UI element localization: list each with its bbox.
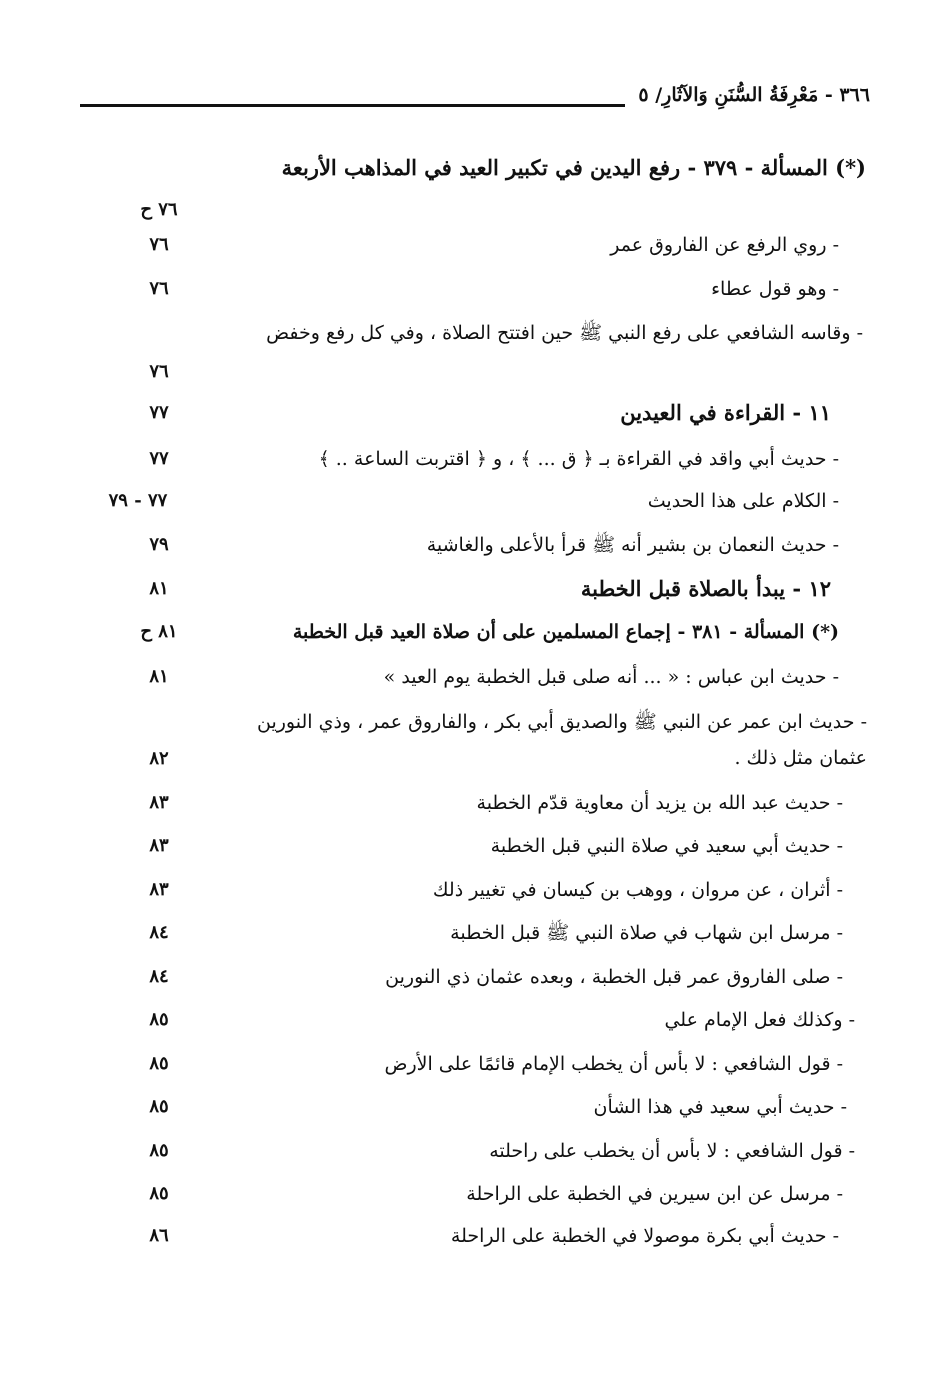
entry-page: ٧٧ (149, 448, 169, 469)
entry-text: - حديث عبد الله بن يزيد أن معاوية قدّم الخطبة (476, 792, 843, 814)
entry-text: - حديث أبي بكرة موصولا في الخطبة على الراحلة (450, 1225, 839, 1247)
entry-text: - مرسل عن ابن سيرين في الخطبة على الراحلة (466, 1183, 843, 1205)
entry-page: ٨١ (149, 666, 169, 687)
entry-page: ٨٣ (149, 792, 169, 813)
entry-page: ٨٤ (149, 966, 169, 987)
entry-text: - حديث ابن عمر عن النبي ﷺ والصديق أبي بكر ، والفاروق عمر ، وذي النورين عثمان مثل ذلك . (257, 711, 867, 769)
entry-text: - حديث أبي واقد في القراءة بـ ﴿ ق ... ﴾ ، و ﴿ اقتربت الساعة .. ﴾ (318, 448, 839, 470)
entry-page: ٧٦ (149, 278, 169, 299)
entry-text: (*) المسألة - ٣٧٩ - رفع اليدين في تكبير العيد في المذاهب الأربعة (281, 155, 866, 180)
running-title: ٣٦٦ - مَعْرِفَةُ السُّنَنِ وَالآثَارِ/ ٥ (638, 84, 870, 106)
entry-page: ٨٤ (149, 922, 169, 943)
entry-text: - روي الرفع عن الفاروق عمر (610, 234, 839, 256)
entry-page: ٨٥ (149, 1183, 169, 1204)
page-header (80, 84, 870, 124)
entry-page: ٧٦ (149, 361, 169, 382)
entry-page: ٧٧ - ٧٩ (108, 490, 168, 511)
entry-page: ٨٢ (149, 748, 169, 769)
entry-text: - أثران ، عن مروان ، ووهب بن كيسان في تغيير ذلك (432, 879, 843, 901)
entry-page: ٧٩ (149, 534, 169, 555)
entry-page: ٧٧ (149, 402, 169, 423)
section-heading: ١٢ - يبدأ بالصلاة قبل الخطبة (580, 576, 831, 601)
entry-text: - الكلام على هذا الحديث (647, 490, 839, 512)
entry-page: ٨٣ (149, 879, 169, 900)
entry-page: ٧٦ (149, 234, 169, 255)
header-rule (80, 104, 625, 107)
entry-page: ٨٥ (149, 1009, 169, 1030)
entry-page: ٨١ ح (140, 621, 178, 642)
entry-page: ٨١ (149, 578, 169, 599)
entry-text: - وقاسه الشافعي على رفع النبي ﷺ حين افتتح الصلاة ، وفي كل رفع وخفض (266, 322, 863, 344)
entry-page: ٨٥ (149, 1140, 169, 1161)
entry-page: ٨٥ (149, 1096, 169, 1117)
entry-text: - حديث ابن عباس : « ... أنه صلى قبل الخطبة يوم العيد » (383, 666, 839, 688)
entry-page: ٨٣ (149, 835, 169, 856)
entry-text: - قول الشافعي : لا بأس أن يخطب الإمام قائمًا على الأرض (384, 1053, 843, 1075)
entry-text: - مرسل ابن شهاب في صلاة النبي ﷺ قبل الخطبة (450, 922, 843, 944)
entry-text: - حديث أبي سعيد في هذا الشأن (593, 1096, 847, 1118)
entry-text: - وكذلك فعل الإمام علي (664, 1009, 855, 1031)
entry-page: ٨٦ (149, 1225, 169, 1246)
section-heading: ١١ - القراءة في العيدين (620, 400, 831, 425)
entry-text: (*) المسألة - ٣٨١ - إجماع المسلمين على أن صلاة العيد قبل الخطبة (292, 621, 839, 643)
entry-text: - حديث النعمان بن بشير أنه ﷺ قرأ بالأعلى والغاشية (426, 534, 839, 556)
entry-page: ٨٥ (149, 1053, 169, 1074)
entry-text: - قول الشافعي : لا بأس أن يخطب على راحلته (489, 1140, 855, 1162)
entry-text: - وهو قول عطاء (711, 278, 839, 300)
entry-page: ٧٦ ح (140, 199, 178, 220)
entry-text: - حديث أبي سعيد في صلاة النبي قبل الخطبة (490, 835, 843, 857)
entry-text: - صلى الفاروق عمر قبل الخطبة ، وبعده عثمان ذي النورين (385, 966, 843, 988)
